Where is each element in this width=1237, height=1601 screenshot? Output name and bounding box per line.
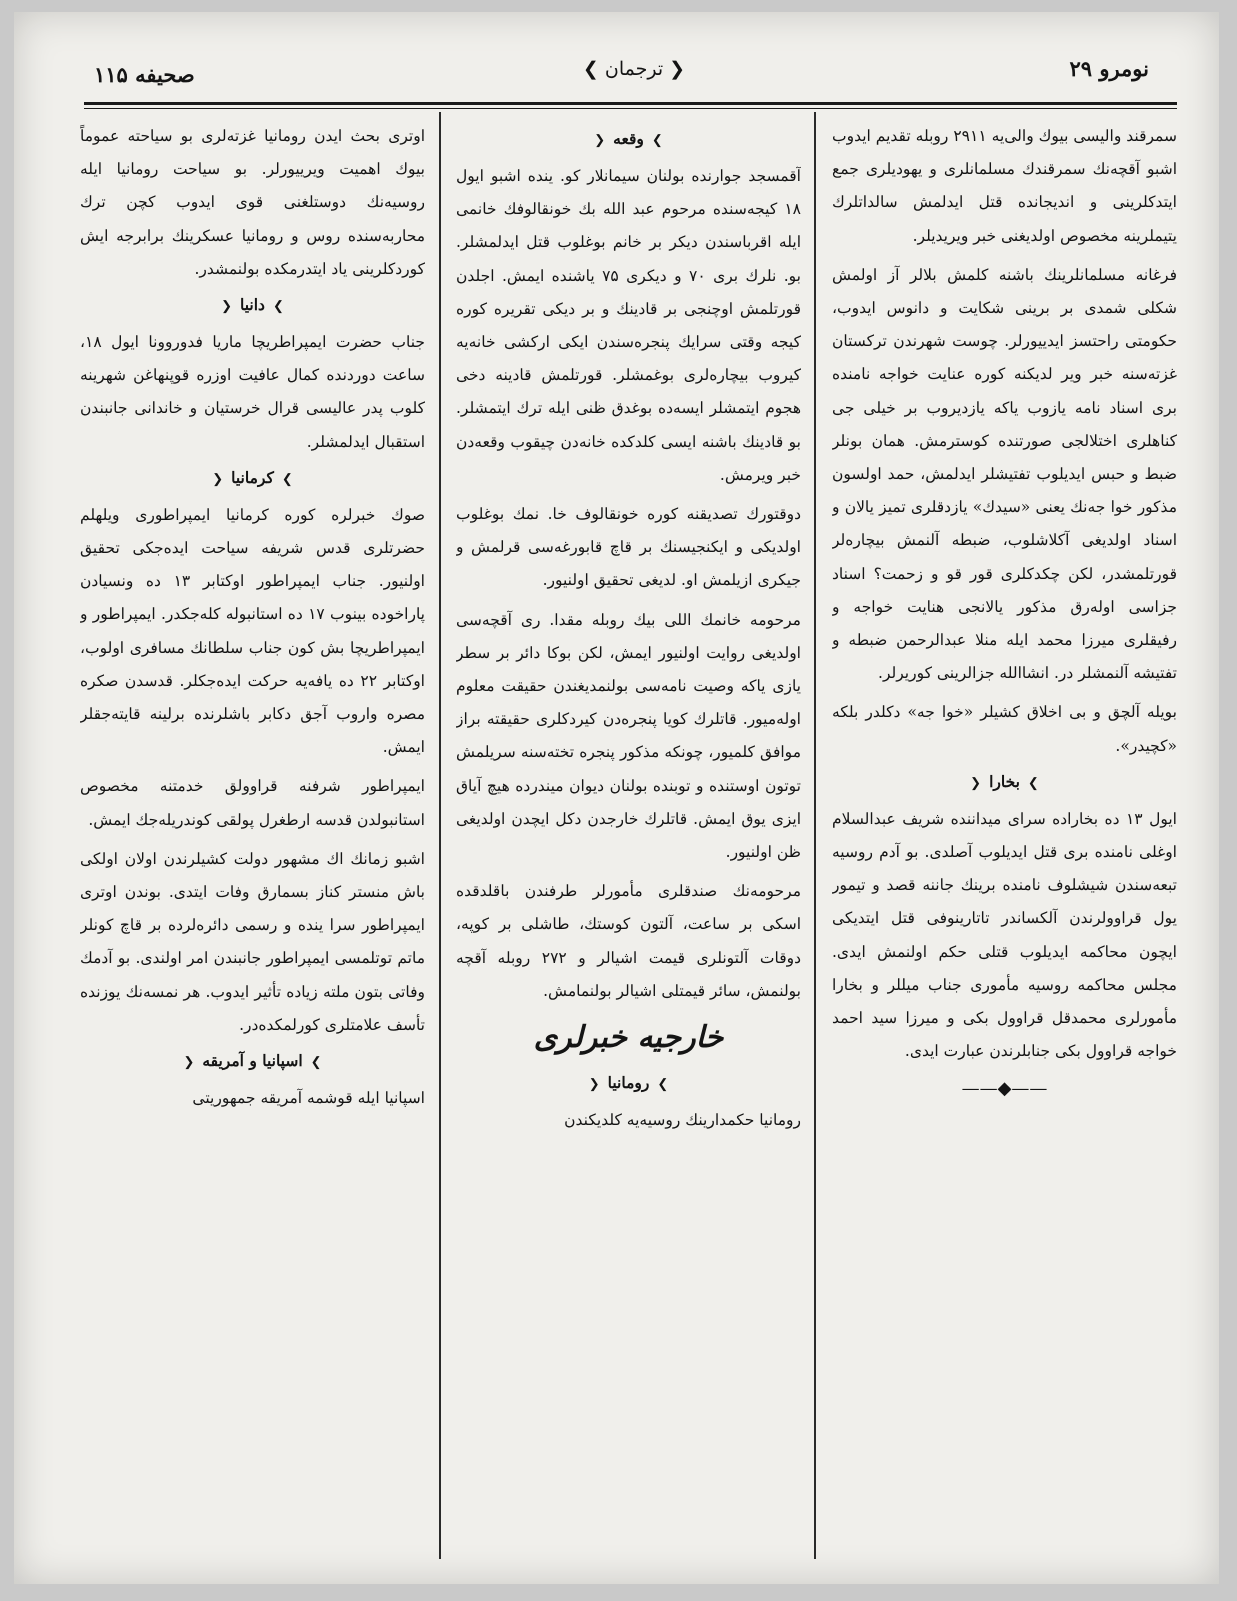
article-paragraph: دوقتورك تصدیقنه کوره خونقالوف خا. نمك بوغلوب اولدیکی و ایکنجیسنك بر قاچ قابورغه‌سی قرلمش و جیکری ازیلمش او. لدیغی تحقیق اولنیور.: [456, 505, 801, 590]
section-heading-bukhara: ❯بخارا❮: [832, 765, 1177, 801]
article-paragraph: بویله آلچق و بی اخلاق کشیلر «خوا جه» دکلدر بلکه «کچیدر».: [832, 703, 1177, 755]
article-paragraph: فرغانه مسلمانلرینك باشنه کلمش بلالر آز اولمش شکلی شمدی بر برینی شکایت و دانوس ایدوب، حکومتی راحتسز ایدییورلر. چوست شهرندن ترکستان غزته‌سنه خبر ویر لدیکنه کوره عنایت خواجه نامنده بری اسناد نامه یازوب یاکه یازدیروب بر خیلی جی کناهلری اختلالجی صورتنده کوسترمش. همان بونلر ضبط و حبس ایدیلوب تفتیشلر ایدلمش، حمد اولسون مذکور خوا جه‌نك یعنی «سیدك» یازدقلری تمیز یالان و اسناد اولدیغی آکلاشلوب، ضبطه آلنمش بیچاره‌لر قورتلمشدر، لکن چکدکلری قور قو و زحمت؟ اسناد جزاسی اوله‌رق مذکور یالانجی هنایت خواجه و رفیقلری میرزا محمد ایله منلا عبدالرحمن ضبطه و تفتیشه آلنمشلر در. انشاالله جزالرینی کوریرلر.: [832, 265, 1177, 683]
ornament-icon: ❯: [657, 1077, 669, 1093]
article-paragraph: ایول ۱۳ ده بخاراده سرای میداننده شریف عبدالسلام اوغلی نامنده بری قتل ایدیلوب آصلدی. بو آدم روسیه تبعه‌سندن شیشلوف نامنده برینك جاننه قصد و تیمور یول قراوولرندن آلکساندر تاتارینوفی قتل ایتدیکی ایچون محاکمه ایدیلوب قتلی حکم اولنمش ایدی. مجلس محاکمه روسیه مأموری جناب میللر و بخارا مأمورلری محمدقل قراوول بکی و میرزا سید احمد خواجه قراوول بکی جنابلرندن عبارت ایدی.: [832, 809, 1177, 1061]
newspaper-page: [14, 12, 1219, 1584]
column-divider: [814, 112, 816, 1559]
section-heading-denmark: ❯دانیا❮: [80, 288, 425, 324]
article-paragraph: اشبو زمانك اك مشهور دولت کشیلرندن اولان اولکی باش منستر کناز بسمارق وفات ایتدی. بوندن اوتری ایمپراطور سرا ینده و رسمی دائره‌لرده بر قاچ کونلر ماتم توتلمسی ایمپراطور جانبندن امر اولندی. بو آدمك وفاتی بتون ملته زیاده تأثیر ایدوب. هر نمسه‌نك یوزنده تأسف علامتلری کورلمکده‌در.: [80, 849, 425, 1034]
article-paragraph: صوك خبرلره کوره کرمانیا ایمپراطوری ویلهلم حضرتلری قدس شریفه سیاحت ایده‌جکی تحقیق اولنیور. جناب ایمپراطور اوکتابر ۱۳ ده ونسیادن پاراخوده بینوب ۱۷ ده استانبوله کله‌جکدر. ایمپراطور و ایمپراطریچا بش کون جناب سلطانك مسافری اولوب، اوکتابر ۲۲ ده یافه‌یه حرکت ایده‌جکلر. قدسدن صکره مصره واروب آجق دکابر باشلرنده برلینه قایته‌جقلر ایمش.: [80, 505, 425, 757]
section-heading-germany: ❯کرمانیا❮: [80, 461, 425, 497]
page-header: [14, 52, 1219, 102]
article-paragraph: مرحومه‌نك صندقلری مأمورلر طرفندن باقلدقده اسکی بر ساعت، آلتون کوستك، طاشلی بر کوپه، دوقات آلتونلری قیمت اشیالر و ۲۷۲ روبله آقچه بولنمش، سائر قیمتلی اشیالر بولنمامش.: [456, 882, 801, 1000]
section-heading-romania: ❯رومانیا❮: [456, 1066, 801, 1102]
ornament-icon: ❮: [970, 775, 982, 791]
column-middle: [456, 120, 801, 1554]
header-rule-thin: [84, 108, 1177, 109]
column-divider: [439, 112, 441, 1559]
article-paragraph: آقمسجد جوارنده بولنان سیمانلار کو. ینده اشبو ایول ۱۸ کیجه‌سنده مرحوم عبد الله بك خونقالوفك خانمی ایله اقرباسندن دیکر بر خانم بوغلوب قتل ایدلمشلر. بو. نلرك بری ۷۰ و دیکری ۷۵ یاشنده ایمش. اجلدن قورتلمش اوچنجی بر قادینك و بر دیکی تقریره کوره کیجه وقتی سرایك پنجره‌سندن ایکی ارکشی خانه‌یه کیروب بیچاره‌لری بوغمشلر. قورتلمش قادینه دخی هجوم ایتمشلر ایسه‌ده بوغدق ظنی ایله ترك ایتمشلر. بو قادینك باشنه ایسی کلدکده خانه‌دن چیقوب وقعه‌دن خبر ویرمش.: [456, 167, 801, 484]
ornament-icon: ❮: [221, 299, 233, 315]
page-number: صحیفه ۱۱۵: [94, 62, 195, 87]
ornament-icon: ❮: [594, 133, 606, 148]
foreign-news-title: خارجیه خبرلری: [533, 1020, 724, 1056]
article-paragraph: اوتری بحث ایدن رومانیا غزته‌لری بو سیاحته عموماً بیوك اهمیت ویرییورلر. بو سیاحت رومانیا ایله روسیه‌نك دوستلغنی قوی ایدوب کچن ترك محاربه‌سنده روس و رومانیا عسکرینك برابرجه ایش کوردکلرینی یاد ایتدرمکده بولنمشدر.: [80, 127, 425, 278]
article-paragraph: جناب حضرت ایمپراطریچا ماریا فدوروونا ایول ۱۸، ساعت دوردنده کمال عافیت اوزره قوپنهاغن شهرینه کلوب پدر عالیسی قرال خرستیان و خاندانی جانبندن استقبال ایدلمشلر.: [80, 333, 425, 451]
column-right: [832, 120, 1177, 1554]
header-rule-thick: [84, 102, 1177, 105]
ornament-left-icon: ❮: [669, 58, 686, 80]
end-mark-icon: ——◆——: [961, 1078, 1048, 1100]
ornament-icon: ❮: [588, 1077, 600, 1093]
article-paragraph: رومانیا حکمدارینك روسیه‌یه کلدیکندن: [564, 1111, 801, 1130]
ornament-icon: ❯: [651, 133, 663, 148]
issue-number: نومرو ۲۹: [1069, 56, 1149, 81]
ornament-icon: ❯: [1027, 775, 1039, 791]
article-paragraph: ایمپراطور شرفنه قراوولق خدمتنه مخصوص استانبولدن قدسه ارطغرل پولقی کوندریله‌جك ایمش.: [80, 777, 425, 829]
column-left: [80, 120, 425, 1554]
article-paragraph: سمرقند والیسی بیوك والی‌یه ۲۹۱۱ روبله تقدیم ایدوب اشبو آقچه‌نك سمرقندك مسلمانلری و یهودیلری جمع ایتدکلرینی و اندیجانده قتل ایدلمش سالداتلرك یتیملرینه مخصوص اولدیغنی خبر ویریدیلر.: [832, 127, 1177, 245]
ornament-icon: ❯: [281, 471, 293, 487]
ornament-icon: ❯: [272, 299, 284, 315]
masthead-title: ترجمان: [604, 58, 664, 80]
ornament-icon: ❮: [212, 471, 224, 487]
ornament-icon: ❯: [310, 1055, 322, 1071]
ornament-icon: ❮: [183, 1055, 195, 1071]
article-paragraph: اسپانیا ایله قوشمه آمریقه جمهوریتی: [192, 1089, 425, 1108]
section-heading-event: ❯وقعه❮: [456, 122, 801, 158]
article-paragraph: مرحومه خانمك اللی بیك روبله مقدا. ری آقچه‌سی اولدیغی روایت اولنیور ایمش، لکن بوکا دائر بر سطر یازی یاکه وصیت نامه‌سی بولنمدیغندن حقیقت معلوم اوله‌میور. قاتلرك کویا پنجره‌دن کیردکلری حقیقته براز موافق کلمیور، چونکه مذکور پنجره تخته‌سنه سریلمش توتون اوستنده و توبنده بولنان دیوان میندرده هیچ آیاق ایزی یوق ایمش. قاتلرك خارجدن دکل ایچدن اولدیغی ظن اولنیور.: [456, 610, 801, 862]
newspaper-title: [554, 58, 714, 80]
section-heading-spain-america: ❯اسپانیا و آمریقه❮: [80, 1044, 425, 1080]
ornament-right-icon: ❯: [582, 58, 599, 80]
